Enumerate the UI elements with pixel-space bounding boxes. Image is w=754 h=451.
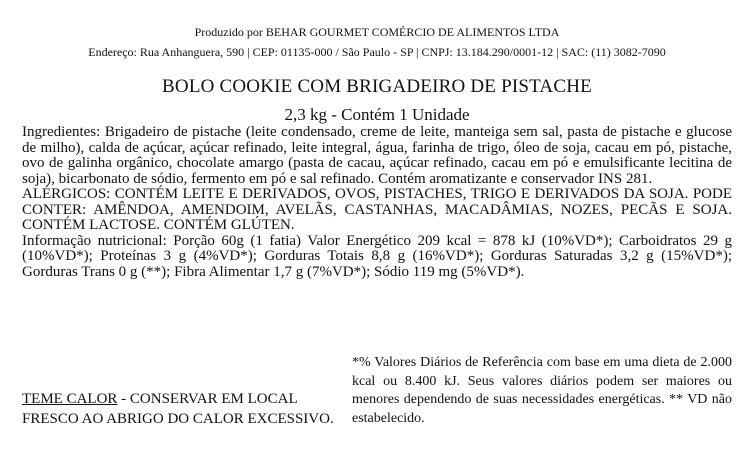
storage-line-2: FRESCO AO ABRIGO DO CALOR EXCESSIVO. [22,411,334,427]
daily-values-note: *% Valores Diários de Referência com base em uma dieta de 2.000 kcal ou 8.400 kJ. Seus valores diários podem ser maiores ou menores dependendo de suas necessidades energéticas. ** VD não estabelecido. [352,355,732,426]
label-footer [22,354,732,434]
product-name: BOLO COOKIE COM BRIGADEIRO DE PISTACHE [162,76,592,97]
storage-line-1-rest: - CONSERVAR EM LOCAL [117,391,298,407]
address-line: Endereço: Rua Anhanguera, 590 | CEP: 01135-000 / São Paulo - SP | CNPJ: 13.184.290/0001-12 | SAC: (11) 3082-7090 [88,45,666,59]
product-weight: 2,3 kg - Contém 1 Unidade [284,105,470,124]
allergens-text: ALÉRGICOS: CONTÉM LEITE E DERIVADOS, OVOS, PISTACHES, TRIGO E DERIVADOS DA SOJA. PODE CONTER: AMÊNDOA, AMENDOIM, AVELÃS, CASTANHAS, MACADÂMIAS, NOZES, PECÃS E SOJA. CONTÉM LACTOSE. CONTÉM GLÚTEN. [22,186,732,233]
storage-line-1 [22,389,352,409]
nutrition-text: Informação nutricional: Porção 60g (1 fatia) Valor Energético 209 kcal = 878 kJ (10%VD*); Carboidratos 29 g (10%VD*); Proteínas 3 g (4%VD*); Gorduras Totais 8,8 g (16%VD*); Gorduras Saturadas 3,2 g (15%VD*); Gorduras Trans 0 g (**); Fibra Alimentar 1,7 g (7%VD*); Sódio 119 mg (5%VD*). [22,232,732,280]
storage-instructions [22,389,352,429]
storage-warning: TEME CALOR [22,391,118,407]
ingredients-text: Ingredientes: Brigadeiro de pistache (leite condensado, creme de leite, manteiga sem sal, pasta de pistache e glucose de milho), calda de açúcar, açúcar refinado, leite integral, água, farinha de trigo, óleo de soja, cacau em pó, pistache, ovo de galinha orgânico, chocolate amargo (pasta de cacau, açúcar refinado, cacau em pó e emulsificante lecitina de soja), bicarbonato de sódio, fermento em pó e sal refinado. Contém aromatizante e conservador INS 281. [22,124,732,187]
producer-line: Produzido por BEHAR GOURMET COMÉRCIO DE ALIMENTOS LTDA [194,25,560,39]
